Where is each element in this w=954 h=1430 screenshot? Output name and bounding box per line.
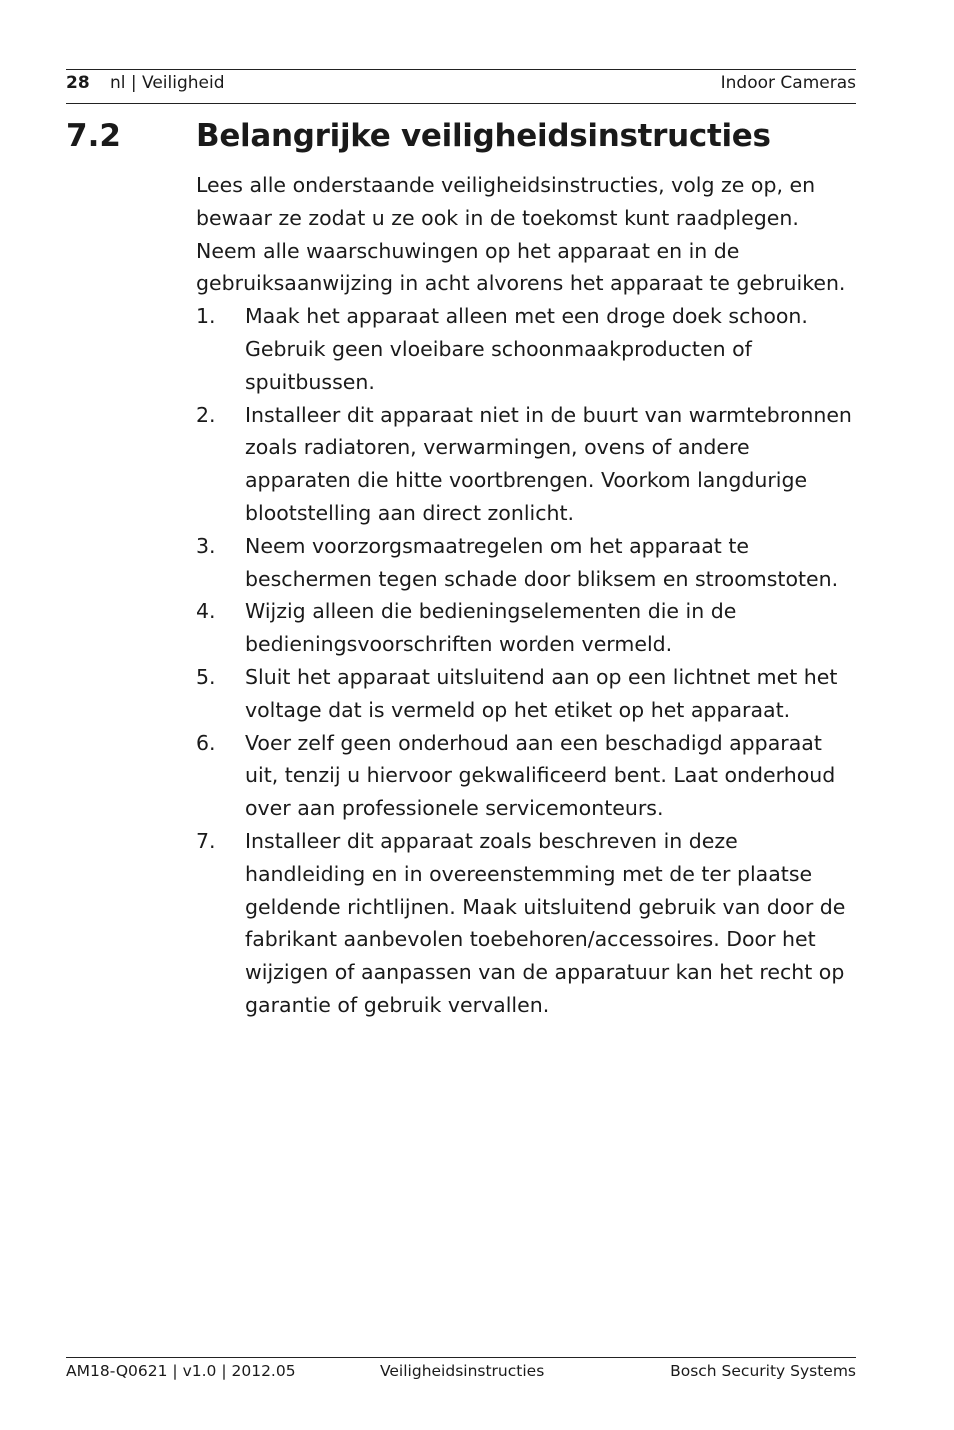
- list-item: [196, 300, 858, 398]
- page-header: [66, 69, 856, 104]
- list-item-text: Maak het apparaat alleen met een droge doek schoon. Gebruik geen vloeibare schoonmaakproducten of spuitbussen.: [245, 304, 808, 394]
- list-item-number: 6.: [196, 730, 216, 755]
- list-item-text: Wijzig alleen die bedieningselementen die in de bedieningsvoorschriften worden vermeld.: [245, 599, 737, 657]
- list-item-number: 5.: [196, 664, 216, 689]
- section-title: Belangrijke veiligheidsinstructies: [196, 118, 771, 154]
- list-item: [196, 595, 858, 661]
- list-item-text: Sluit het apparaat uitsluitend aan op een lichtnet met het voltage dat is vermeld op het etiket op het apparaat.: [245, 664, 838, 722]
- page-body: [196, 169, 858, 1022]
- list-item-number: 7.: [196, 828, 216, 853]
- intro-paragraph: Lees alle onderstaande veiligheidsinstructies, volg ze op, en bewaar ze zodat u ze ook in de toekomst kunt raadplegen. Neem alle waarschuwingen op het apparaat en in de gebruiksaanwijzing in acht alvorens het apparaat te gebruiken.: [196, 173, 846, 296]
- list-item: [196, 399, 858, 530]
- list-item: [196, 661, 858, 727]
- list-item-number: 1.: [196, 304, 216, 329]
- list-item-number: 3.: [196, 533, 216, 558]
- instruction-list: [196, 300, 858, 1022]
- footer-chapter: Veiligheidsinstructies: [380, 1362, 545, 1380]
- footer-company: Bosch Security Systems: [670, 1362, 856, 1380]
- list-item-text: Installeer dit apparaat zoals beschreven in deze handleiding en in overeenstemming met de ter plaatse geldende richtlijnen. Maak uitsluitend gebruik van door de fabrikant aanbevolen toebehoren/accessoires. Door het wijzigen of aanpassen van de apparatuur kan het recht op garantie of gebruik vervallen.: [245, 828, 846, 1017]
- footer-document-id: AM18-Q0621 | v1.0 | 2012.05: [66, 1362, 296, 1380]
- page-number: 28: [66, 73, 90, 93]
- list-item-number: 4.: [196, 599, 216, 624]
- header-product-name: Indoor Cameras: [720, 73, 856, 93]
- header-section-label: nl | Veiligheid: [110, 73, 225, 93]
- list-item: [196, 825, 858, 1022]
- list-item-number: 2.: [196, 402, 216, 427]
- section-number: 7.2: [66, 118, 121, 154]
- list-item: [196, 530, 858, 596]
- list-item: [196, 727, 858, 825]
- page-footer: [66, 1357, 856, 1386]
- list-item-text: Installeer dit apparaat niet in de buurt van warmtebronnen zoals radiatoren, verwarmingen, ovens of andere apparaten die hitte voortbrengen. Voorkom langdurige blootstelling aan direct zonlicht.: [245, 402, 852, 525]
- list-item-text: Neem voorzorgsmaatregelen om het apparaat te beschermen tegen schade door bliksem en stroomstoten.: [245, 533, 839, 591]
- list-item-text: Voer zelf geen onderhoud aan een beschadigd apparaat uit, tenzij u hiervoor gekwalificeerd bent. Laat onderhoud over aan professionele servicemonteurs.: [245, 730, 836, 821]
